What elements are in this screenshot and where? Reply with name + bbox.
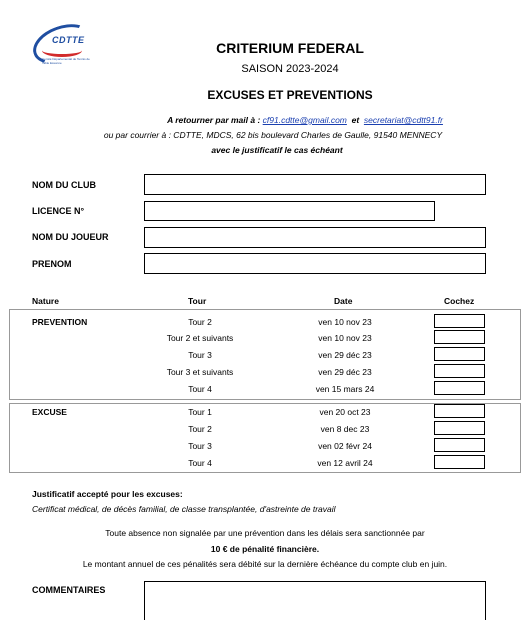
firstname-input[interactable] bbox=[144, 253, 486, 274]
player-name-input[interactable] bbox=[144, 227, 486, 248]
tour-cell: Tour 3 et suivants bbox=[166, 367, 234, 377]
header-tour: Tour bbox=[188, 296, 207, 306]
tour-cell: Tour 4 bbox=[188, 458, 212, 468]
date-cell: ven 20 oct 23 bbox=[319, 407, 371, 417]
prevention-label: PREVENTION bbox=[32, 317, 88, 327]
penalty-debit-text: Le montant annuel de ces pénalités sera débité sur la dernière échéance du compte club en juin. bbox=[82, 559, 448, 569]
player-name-label: NOM DU JOUEUR bbox=[32, 232, 109, 242]
tour-cell: Tour 2 bbox=[188, 317, 212, 327]
check-box[interactable] bbox=[434, 330, 485, 344]
club-label: NOM DU CLUB bbox=[32, 180, 96, 190]
check-box[interactable] bbox=[434, 404, 485, 418]
firstname-label: PRENOM bbox=[32, 259, 72, 269]
email-link-cf91[interactable]: cf91.cdtte@gmail.com bbox=[262, 115, 347, 125]
comments-input[interactable] bbox=[144, 581, 486, 620]
form-subtitle: EXCUSES ET PREVENTIONS bbox=[207, 88, 373, 102]
penalty-text: Toute absence non signalée par une prévention dans les délais sera sanctionnée par bbox=[105, 528, 425, 538]
check-box[interactable] bbox=[434, 455, 485, 469]
season-label: SAISON 2023-2024 bbox=[241, 63, 339, 75]
date-cell: ven 12 avril 24 bbox=[317, 458, 373, 468]
date-cell: ven 29 déc 23 bbox=[318, 367, 372, 377]
logo-text: CDTTE bbox=[52, 35, 85, 45]
email-link-secretariat[interactable]: secretariat@cdtt91.fr bbox=[363, 115, 443, 125]
date-cell: ven 02 févr 24 bbox=[318, 441, 372, 451]
date-cell: ven 15 mars 24 bbox=[315, 384, 375, 394]
check-box[interactable] bbox=[434, 438, 485, 452]
excuse-label: EXCUSE bbox=[32, 407, 67, 417]
tour-cell: Tour 2 et suivants bbox=[166, 333, 234, 343]
tour-cell: Tour 3 bbox=[188, 350, 212, 360]
header-date: Date bbox=[334, 296, 353, 306]
mail-instructions bbox=[40, 115, 530, 125]
proof-instructions: avec le justificatif le cas échéant bbox=[211, 145, 343, 155]
date-cell: ven 10 nov 23 bbox=[318, 317, 372, 327]
check-box[interactable] bbox=[434, 314, 485, 328]
tour-cell: Tour 4 bbox=[188, 384, 212, 394]
licence-input[interactable] bbox=[144, 201, 435, 221]
check-box[interactable] bbox=[434, 347, 485, 361]
justif-list: Certificat médical, de décès familial, de classe transplantée, d'astreinte de travail bbox=[32, 504, 336, 514]
date-cell: ven 8 dec 23 bbox=[320, 424, 370, 434]
post-instructions: ou par courrier à : CDTTE, MDCS, 62 bis boulevard Charles de Gaulle, 91540 MENNECY bbox=[103, 130, 443, 140]
date-cell: ven 29 déc 23 bbox=[318, 350, 372, 360]
and-label: et bbox=[351, 115, 360, 125]
logo-subtitle: Comité Départemental de Tennis de Table Essonne bbox=[42, 57, 90, 65]
tour-cell: Tour 2 bbox=[188, 424, 212, 434]
licence-label: LICENCE N° bbox=[32, 206, 85, 216]
justif-title: Justificatif accepté pour les excuses: bbox=[32, 489, 183, 499]
check-box[interactable] bbox=[434, 381, 485, 395]
penalty-amount: 10 € de pénalité financière. bbox=[210, 544, 320, 554]
comments-label: COMMENTAIRES bbox=[32, 585, 106, 595]
header-nature: Nature bbox=[32, 296, 59, 306]
check-box[interactable] bbox=[434, 364, 485, 378]
tour-cell: Tour 3 bbox=[188, 441, 212, 451]
header-check: Cochez bbox=[444, 296, 475, 306]
mail-prefix: A retourner par mail à : bbox=[167, 115, 261, 125]
tour-cell: Tour 1 bbox=[188, 407, 212, 417]
date-cell: ven 10 nov 23 bbox=[318, 333, 372, 343]
page-title: CRITERIUM FEDERAL bbox=[216, 40, 364, 56]
check-box[interactable] bbox=[434, 421, 485, 435]
club-input[interactable] bbox=[144, 174, 486, 195]
